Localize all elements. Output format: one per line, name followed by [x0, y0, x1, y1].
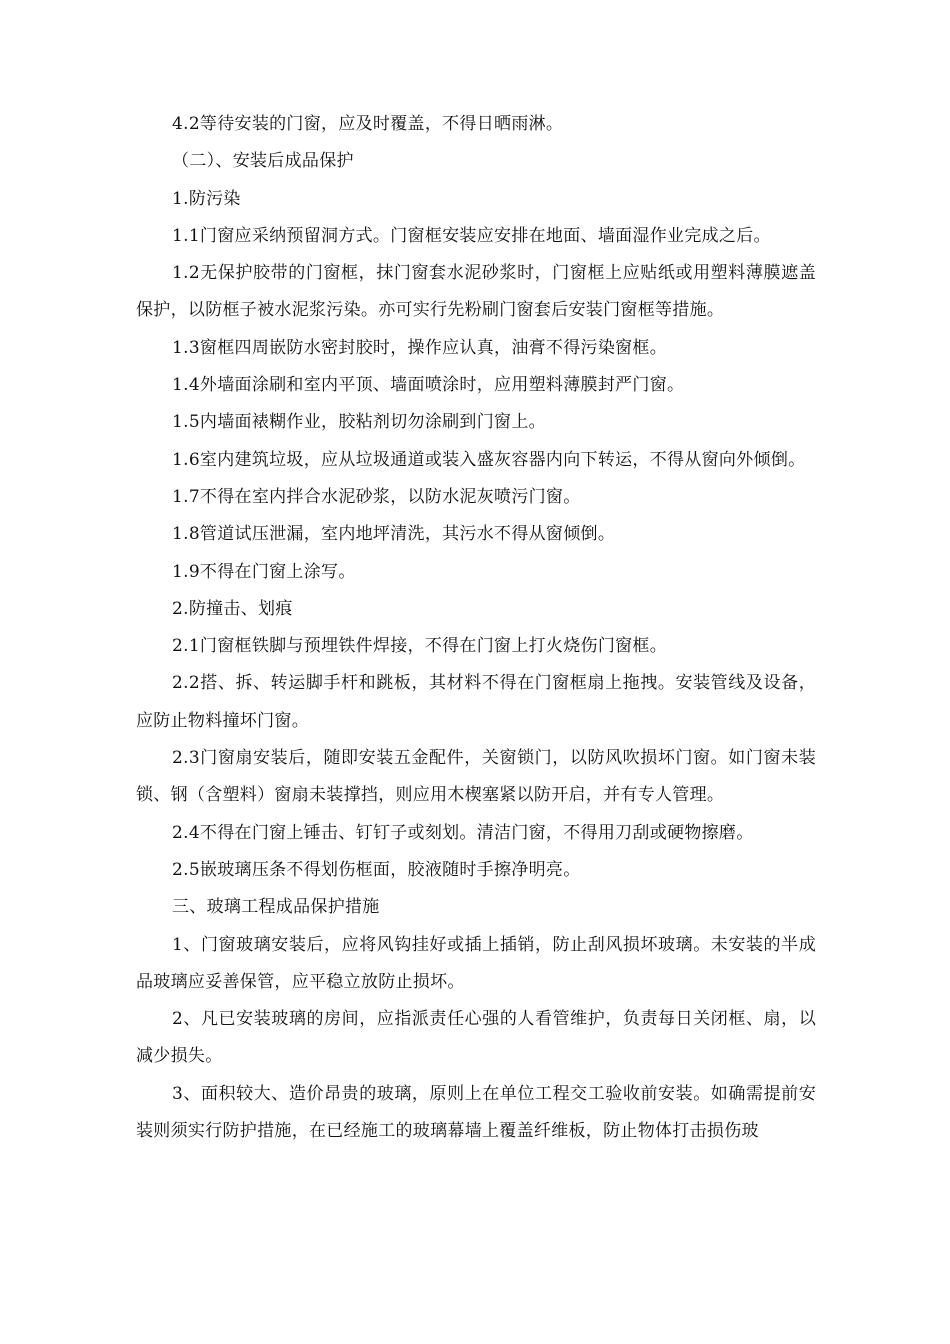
paragraph-1-7: 1.7不得在室内拌合水泥砂浆，以防水泥灰喷污门窗。 [172, 486, 581, 507]
paragraph-1-1: 1.1门窗应采纳预留洞方式。门窗框安装应安排在地面、墙面湿作业完成之后。 [172, 225, 771, 246]
paragraph-glass-3: 3、面积较大、造价昂贵的玻璃，原则上在单位工程交工验收前安装。如确需提前安装则须实行防护措施，在已经施工的玻璃幕墙上覆盖纤维板，防止物体打击损伤玻 [136, 1083, 816, 1142]
paragraph-2-3: 2.3门窗扇安装后，随即安装五金配件，关窗锁门，以防风吹损坏门窗。如门窗未装锁、钢（含塑料）窗扇未装撑挡，则应用木楔塞紧以防开启，并有专人管理。 [136, 748, 816, 806]
paragraph-1-2: 1.2无保护胶带的门窗框，抹门窗套水泥砂浆时，门窗框上应贴纸或用塑料薄膜遮盖保护，以防框子被水泥浆污染。亦可实行先粉刷门窗套后安装门窗框等措施。 [136, 263, 816, 321]
paragraph-1-3: 1.3窗框四周嵌防水密封胶时，操作应认真，油膏不得污染窗框。 [172, 337, 668, 358]
paragraph-1-9: 1.9不得在门窗上涂写。 [172, 561, 356, 582]
paragraph-1-6: 1.6室内建筑垃圾，应从垃圾通道或装入盛灰容器内向下转运，不得从窗向外倾倒。 [172, 449, 806, 470]
paragraph-4-2: 4.2等待安装的门窗，应及时覆盖，不得日晒雨淋。 [172, 114, 564, 134]
paragraph-1-8: 1.8管道试压泄漏，室内地坪清洗，其污水不得从窗倾倒。 [172, 524, 616, 545]
paragraph-glass-2: 2、凡已安装玻璃的房间，应指派责任心强的人看管维护，负责每日关闭框、扇，以减少损失。 [136, 1009, 816, 1067]
paragraph-glass-1: 1、门窗玻璃安装后，应将风钩挂好或插上插销，防止刮风损坏玻璃。未安装的半成品玻璃应妥善保管，应平稳立放防止损坏。 [136, 934, 816, 992]
paragraph-2-4: 2.4不得在门窗上锤击、钉钉子或刻划。清洁门窗，不得用刀刮或硬物擦磨。 [172, 822, 754, 843]
section-heading-glass: 三、玻璃工程成品保护措施 [172, 897, 380, 918]
paragraph-2-2: 2.2搭、拆、转运脚手杆和跳板，其材料不得在门窗框扇上拖拽。安装管线及设备，应防止物料撞坏门窗。 [136, 673, 816, 731]
document-body [136, 106, 816, 1150]
paragraph-1-5: 1.5内墙面裱糊作业，胶粘剂切勿涂刷到门窗上。 [172, 412, 546, 433]
section-heading-after-install: （二）、安装后成品保护 [172, 151, 354, 172]
paragraph-1-4: 1.4外墙面涂刷和室内平顶、墙面喷涂时，应用塑料薄膜封严门窗。 [172, 375, 685, 396]
subheading-anti-pollution: 1.防污染 [172, 188, 241, 209]
subheading-anti-impact: 2.防撞击、划痕 [172, 598, 293, 619]
paragraph-2-1: 2.1门窗框铁脚与预埋铁件焊接，不得在门窗上打火烧伤门窗框。 [172, 636, 668, 657]
paragraph-2-5: 2.5嵌玻璃压条不得划伤框面，胶液随时手擦净明亮。 [172, 859, 581, 880]
